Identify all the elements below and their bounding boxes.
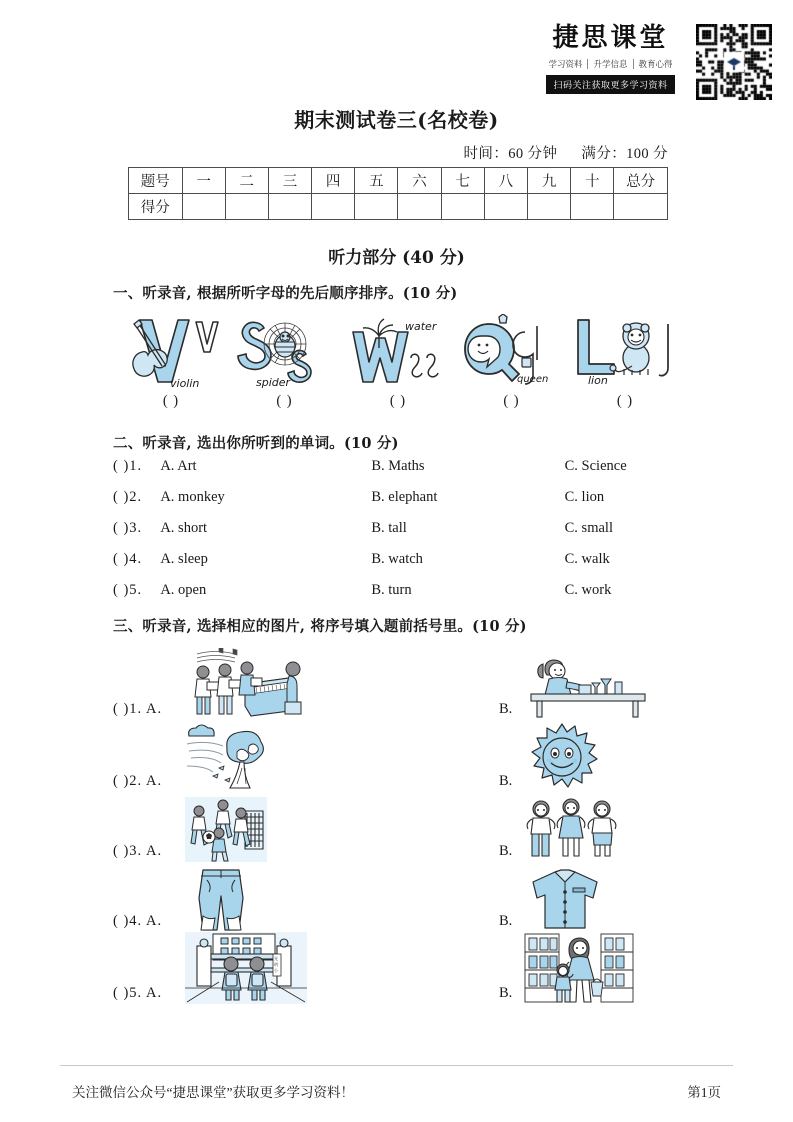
answer-bracket-q2-2[interactable]: ( )2. xyxy=(113,489,143,505)
watering-plant-illustration xyxy=(345,314,451,394)
svg-text:光: 光 xyxy=(274,956,278,961)
brand-tag-1: 学习资料 xyxy=(548,58,583,69)
answer-bracket-q2-5[interactable]: ( )5. xyxy=(113,582,143,598)
score-cell-9[interactable] xyxy=(528,194,571,220)
choice-b-image-q3-5[interactable] xyxy=(523,932,635,1004)
row-label-score: 得分 xyxy=(129,194,183,220)
svg-text:明: 明 xyxy=(274,962,278,967)
letter-card-violin xyxy=(118,314,224,394)
choice-b-label-q3-4: B. xyxy=(499,913,513,929)
svg-text:小: 小 xyxy=(274,968,278,973)
column-header-8: 八 xyxy=(484,168,527,194)
column-header-7: 七 xyxy=(441,168,484,194)
lion-illustration xyxy=(572,314,678,394)
question-1-header: 一、听录音, 根据所听字母的先后顺序排序。(10 分) xyxy=(113,285,458,302)
list-item xyxy=(113,862,688,932)
letter-word-water: water xyxy=(405,320,437,333)
answer-bracket-q3-5[interactable]: ( )5. A. xyxy=(113,985,163,1001)
score-cell-6[interactable] xyxy=(398,194,441,220)
choice-b-q2-1[interactable]: B. Maths xyxy=(371,458,425,474)
school-gate-students-illustration xyxy=(185,932,307,1004)
choice-a-image-q3-3[interactable] xyxy=(185,797,267,862)
footer-divider xyxy=(60,1065,733,1066)
answer-bracket-q3-4[interactable]: ( )4. A. xyxy=(113,913,163,929)
list-item xyxy=(113,489,683,520)
score-cell-10[interactable] xyxy=(571,194,614,220)
choice-b-image-q3-1[interactable] xyxy=(523,652,653,720)
choice-c-q2-2[interactable]: C. lion xyxy=(564,489,605,505)
brand-tag-row xyxy=(548,58,672,70)
question-3-header: 三、听录音, 选择相应的图片, 将序号填入题前括号里。(10 分) xyxy=(113,618,527,635)
letter-card-spider xyxy=(232,314,338,394)
letter-word-lion: lion xyxy=(588,374,608,387)
choice-b-label-q3-5: B. xyxy=(499,985,513,1001)
score-cell-5[interactable] xyxy=(355,194,398,220)
list-item xyxy=(113,520,683,551)
choice-c-q2-1[interactable]: C. Science xyxy=(564,458,627,474)
children-playing-football-illustration xyxy=(185,797,267,862)
exam-meta xyxy=(464,142,668,163)
brand-header xyxy=(533,24,783,106)
answer-bracket-q2-3[interactable]: ( )3. xyxy=(113,520,143,536)
brand-text-column xyxy=(533,24,688,94)
question-2-header: 二、听录音, 选出你所听到的单词。(10 分) xyxy=(113,435,399,452)
spider-web-illustration xyxy=(232,314,338,394)
list-item xyxy=(113,648,688,720)
choice-b-image-q3-4[interactable] xyxy=(523,868,607,932)
brand-tag-3: 教育心得 xyxy=(638,58,673,69)
choice-a-image-q3-1[interactable] xyxy=(185,648,313,720)
score-cell-2[interactable] xyxy=(225,194,268,220)
answer-bracket-q2-4[interactable]: ( )4. xyxy=(113,551,143,567)
blue-trousers-illustration xyxy=(185,868,257,932)
choice-b-q2-5[interactable]: B. turn xyxy=(371,582,412,598)
answer-bracket-q3-3[interactable]: ( )3. A. xyxy=(113,843,163,859)
violin-illustration xyxy=(118,314,224,394)
column-header-total: 总分 xyxy=(614,168,668,194)
three-children-standing-illustration xyxy=(523,797,619,862)
listening-section-banner: 听力部分 (40 分) xyxy=(328,248,465,268)
letter-word-violin: violin xyxy=(170,377,200,390)
column-header-9: 九 xyxy=(528,168,571,194)
answer-bracket-q3-1[interactable]: ( )1. A. xyxy=(113,701,163,717)
choice-b-label-q3-3: B. xyxy=(499,843,513,859)
letter-illustration-row xyxy=(118,312,678,394)
list-item xyxy=(113,932,688,1004)
letter-card-queen xyxy=(459,314,565,394)
column-header-2: 二 xyxy=(225,168,268,194)
column-header-4: 四 xyxy=(312,168,355,194)
list-item xyxy=(113,458,683,489)
mother-child-supermarket-illustration xyxy=(523,932,635,1004)
column-header-10: 十 xyxy=(571,168,614,194)
letter-word-spider: spider xyxy=(255,376,290,389)
page-title: 期末测试卷三(名校卷) xyxy=(294,108,499,132)
letter-word-queen: queen xyxy=(516,374,548,385)
smiling-sun-illustration xyxy=(523,722,601,792)
brand-tag-2: 升学信息 xyxy=(593,58,628,69)
column-header-6: 六 xyxy=(398,168,441,194)
letter-answer-bracket-3[interactable]: ( ) xyxy=(389,393,407,409)
letter-answer-bracket-1[interactable]: ( ) xyxy=(162,393,180,409)
science-experiment-desk-illustration xyxy=(523,652,653,720)
brand-title: 捷思课堂 xyxy=(552,23,669,53)
list-item xyxy=(113,551,683,582)
blue-shirt-illustration xyxy=(523,868,607,932)
score-cell-total[interactable] xyxy=(614,194,668,220)
exam-total-score-label: 满分：100 分 xyxy=(581,146,668,162)
choice-a-q2-3[interactable]: A. short xyxy=(160,520,208,536)
choice-b-image-q3-2[interactable] xyxy=(523,722,601,792)
choice-b-q2-3[interactable]: B. tall xyxy=(371,520,407,536)
letter-answer-bracket-5[interactable]: ( ) xyxy=(616,393,634,409)
queen-illustration xyxy=(459,314,565,394)
choice-c-q2-5[interactable]: C. work xyxy=(564,582,612,598)
score-cell-8[interactable] xyxy=(484,194,527,220)
choice-c-q2-4[interactable]: C. walk xyxy=(564,551,610,567)
letter-card-water xyxy=(345,314,451,394)
letter-answer-bracket-row xyxy=(118,393,678,410)
choice-a-image-q3-2[interactable] xyxy=(185,722,275,792)
choice-b-label-q3-2: B. xyxy=(499,773,513,789)
choice-a-q2-1[interactable]: A. Art xyxy=(160,458,197,474)
list-item xyxy=(113,792,688,862)
exam-time-label: 时间：60 分钟 xyxy=(463,146,558,162)
list-item xyxy=(113,582,683,613)
score-table xyxy=(128,167,668,220)
column-header-3: 三 xyxy=(268,168,311,194)
score-cell-3[interactable] xyxy=(268,194,311,220)
qr-code-icon xyxy=(696,24,772,100)
table-row xyxy=(129,168,668,194)
divider-icon xyxy=(633,59,634,69)
choice-c-q2-3[interactable]: C. small xyxy=(564,520,613,536)
choice-a-q2-2[interactable]: A. monkey xyxy=(160,489,225,505)
score-cell-1[interactable] xyxy=(182,194,225,220)
windy-tree-illustration xyxy=(185,722,275,792)
score-cell-4[interactable] xyxy=(312,194,355,220)
score-cell-7[interactable] xyxy=(441,194,484,220)
answer-bracket-q2-1[interactable]: ( )1. xyxy=(113,458,143,474)
choice-a-image-q3-4[interactable] xyxy=(185,868,257,932)
table-row xyxy=(129,194,668,220)
letter-card-lion xyxy=(572,314,678,394)
row-label-question-number: 题号 xyxy=(129,168,183,194)
list-item xyxy=(113,720,688,792)
divider-icon xyxy=(587,59,588,69)
column-header-1: 一 xyxy=(182,168,225,194)
choice-a-q2-4[interactable]: A. sleep xyxy=(160,551,208,567)
music-class-piano-illustration xyxy=(185,648,313,720)
brand-cta-banner: 扫码关注获取更多学习资料 xyxy=(546,75,674,94)
choice-a-image-q3-5[interactable] xyxy=(185,932,307,1004)
column-header-5: 五 xyxy=(355,168,398,194)
footer-note: 关注微信公众号“捷思课堂”获取更多学习资料！ xyxy=(72,1085,354,1100)
choice-b-image-q3-3[interactable] xyxy=(523,797,619,862)
answer-bracket-q3-2[interactable]: ( )2. A. xyxy=(113,773,163,789)
choice-b-label-q3-1: B. xyxy=(499,701,513,717)
question-2-choice-list xyxy=(113,458,683,613)
page-number: 第1页 xyxy=(687,1085,721,1100)
question-3-picture-list xyxy=(113,648,688,1004)
choice-b-q2-4[interactable]: B. watch xyxy=(371,551,423,567)
letter-answer-bracket-4[interactable]: ( ) xyxy=(503,393,520,409)
letter-answer-bracket-2[interactable]: ( ) xyxy=(276,393,293,409)
choice-a-q2-5[interactable]: A. open xyxy=(160,582,207,598)
choice-b-q2-2[interactable]: B. elephant xyxy=(371,489,438,505)
